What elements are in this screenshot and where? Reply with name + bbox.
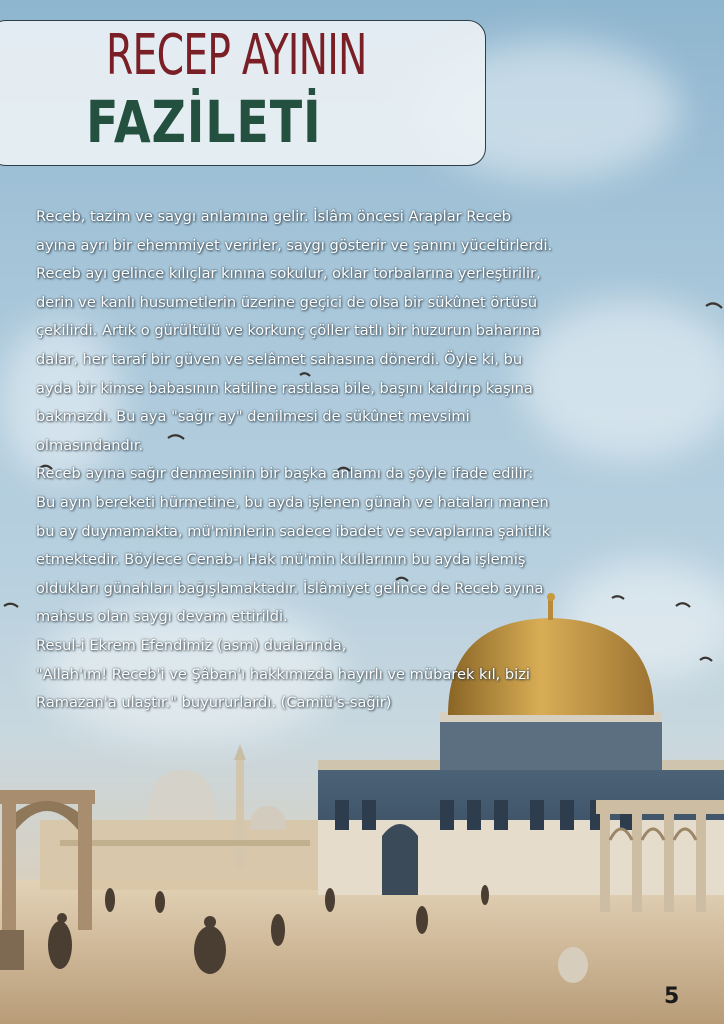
text-line: Bu ayın bereketi hürmetine, bu ayda işlenen günah ve hataları manen [36, 493, 549, 511]
text-line: çekilirdi. Artık o gürültülü ve korkunç çöller tatlı bir huzurun baharına [36, 322, 541, 340]
text-line: Receb, tazim ve saygı anlamına gelir. İslâm öncesi Araplar Receb [36, 208, 512, 225]
text-line: etmektedir. Böylece Cenab-ı Hak mü'min kullarının bu ayda işlemiş [36, 551, 526, 569]
text-line: Resul-i Ekrem Efendimiz (asm) dualarında, [36, 636, 347, 654]
text-line: bakmazdı. Bu aya "sağır ay" denilmesi de sükûnet mevsimi [36, 408, 470, 426]
text-line: ayda bir kimse babasının katiline rastlasa bile, başını kaldırıp kaşına [36, 379, 533, 397]
title-line-2: FAZİLETİ [86, 88, 322, 156]
text-line: mahsus olan saygı devam ettirildi. [36, 608, 288, 626]
title-line-1: RECEP AYININ [106, 23, 367, 88]
text-line: ayına ayrı bir ehemmiyet verirler, saygı gösterir ve şanını yüceltirlerdi. [36, 236, 553, 254]
text-line: bu ay duymamakta, mü'minlerin sadece ibadet ve sevaplarına şahitlik [36, 522, 551, 540]
text-line: dalar, her taraf bir güven ve selâmet sahasına dönerdi. Öyle ki, bu [36, 350, 523, 368]
text-line: oldukları günahları bağışlamaktadır. İslâmiyet gelince de Receb ayına [36, 579, 544, 597]
article-body [36, 203, 636, 718]
text-line: Receb ayına sağır denmesinin bir başka anlamı da şöyle ifade edilir: [36, 465, 534, 483]
text-line: Receb ayı gelince kılıçlar kınına sokulur, oklar torbalarına yerleştirilir, [36, 265, 541, 283]
text-line: "Allah'ım! Receb'i ve Şâban'ı hakkımızda hayırlı ve mübarek kıl, bizi [36, 665, 530, 683]
page-number: 5 [664, 984, 680, 1009]
text-line: olmasındandır. [36, 436, 144, 454]
text-line: derin ve kanlı husumetlerin üzerine geçici de olsa bir sükûnet örtüsü [36, 293, 538, 311]
text-line: Ramazan'a ulaştır." buyururlardı. (Camiü's-sağir) [36, 694, 392, 712]
